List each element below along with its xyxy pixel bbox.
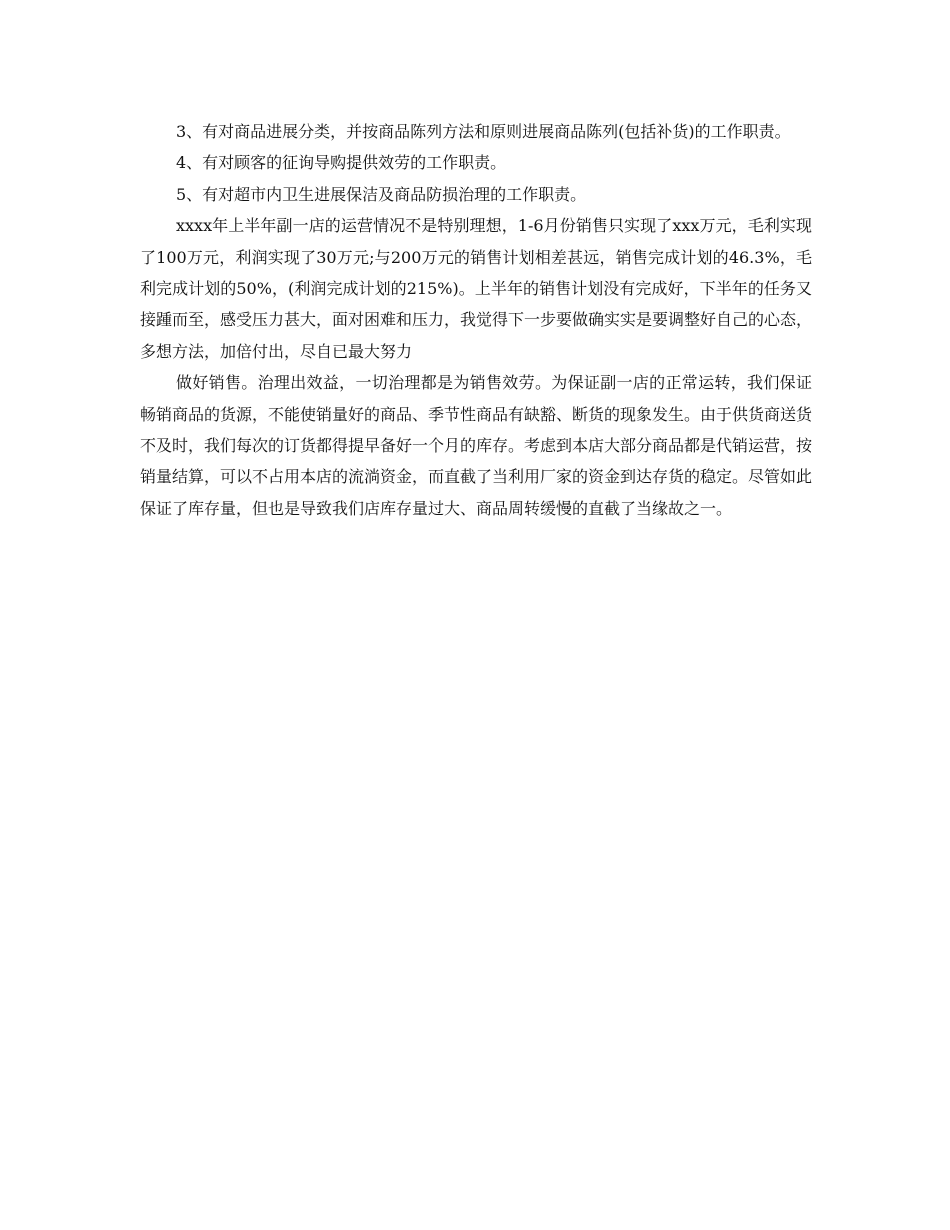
paragraph-duty-3: 3、有对商品进展分类，并按商品陈列方法和原则进展商品陈列(包括补货)的工作职责。 xyxy=(176,122,791,141)
paragraph-first-half-review: xxxx年上半年副一店的运营情况不是特别理想，1-6月份销售只实现了xxx万元，毛利实现了100万元，利润实现了30万元;与200万元的销售计划相差甚远，销售完成计划的46.3%，毛利完成计划的50%，(利润完成计划的215%)。上半年的销售计划没有完成好，下半年的任务又接踵而至，感受压力甚大，面对困难和压力，我觉得下一步要做确实实是要调整好自己的心态，多想方法，加倍付出，尽自已最大努力 xyxy=(140,216,813,361)
paragraph-duty-4: 4、有对顾客的征询导购提供效劳的工作职责。 xyxy=(176,153,507,173)
document-body xyxy=(140,116,812,524)
paragraph-duty-5: 5、有对超市内卫生进展保洁及商品防损治理的工作职责。 xyxy=(176,184,587,204)
paragraph-sales-work: 做好销售。治理出效益，一切治理都是为销售效劳。为保证副一店的正常运转，我们保证畅销商品的货源，不能使销量好的商品、季节性商品有缺豁、断货的现象发生。由于供货商送货不及时，我们每次的订货都得提早备好一个月的库存。考虑到本店大部分商品都是代销运营，按销量结算，可以不占用本店的流淌资金，而直截了当利用厂家的资金到达存货的稳定。尽管如此保证了库存量，但也是导致我们店库存量过大、商品周转缓慢的直截了当缘故之一。 xyxy=(140,373,813,518)
